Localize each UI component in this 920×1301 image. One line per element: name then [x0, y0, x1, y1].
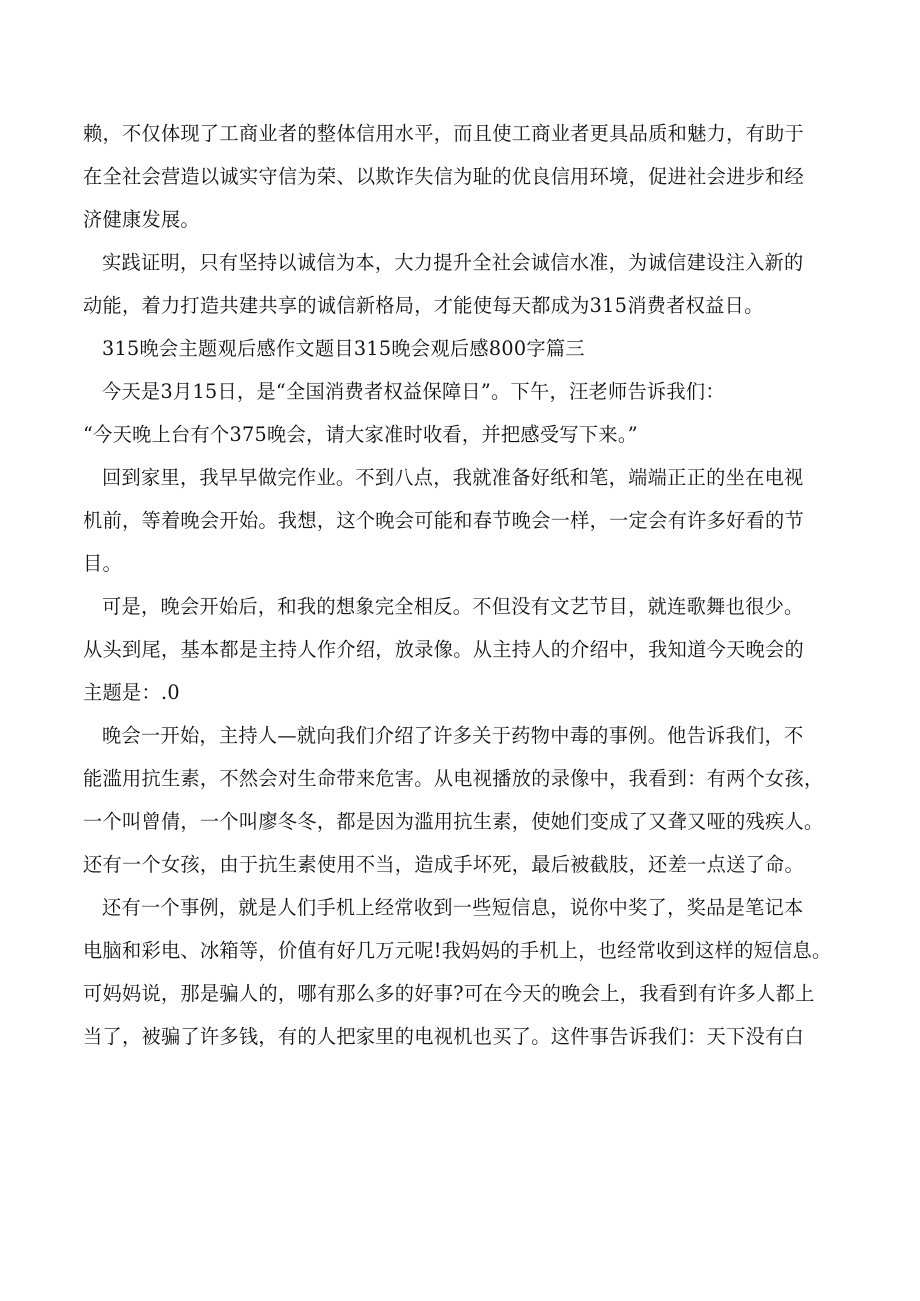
text-line: 可妈妈说，那是骗人的，哪有那么多的好事?可在今天的晚会上，我看到有许多人都上	[83, 982, 815, 1005]
text-line: 赖，不仅体现了工商业者的整体信用水平，而且使工商业者更具品质和魅力，有助于	[83, 122, 805, 145]
text-line: 目。	[83, 552, 122, 575]
text-line: 还有一个事例，就是人们手机上经常收到一些短信息，说你中奖了，奖品是笔记本	[102, 896, 804, 919]
text-line: 还有一个女孩，由于抗生素使用不当，造成手坏死，最后被截肢，还差一点送了命。	[83, 853, 805, 876]
text-line: 一个叫曾倩，一个叫廖冬冬，都是因为滥用抗生素，使她们变成了又聋又哑的残疾人。	[83, 810, 824, 833]
text-line: 晚会一开始，主持人—就向我们介绍了许多关于药物中毒的事例。他告诉我们，不	[102, 724, 804, 747]
text-line: 电脑和彩电、冰箱等，价值有好几万元呢!我妈妈的手机上，也经常收到这样的短信息。	[83, 939, 832, 962]
text-line: 今天是3月15日，是“全国消费者权益保障日”。下午，汪老师告诉我们：	[102, 380, 725, 403]
text-line: 济健康发展。	[83, 208, 200, 231]
text-line: 动能，着力打造共建共享的诚信新格局，才能使每天都成为315消费者权益日。	[83, 294, 764, 317]
text-line: 可是，晚会开始后，和我的想象完全相反。不但没有文艺节目，就连歌舞也很少。	[102, 595, 804, 618]
text-line: 从头到尾，基本都是主持人作介绍，放录像。从主持人的介绍中，我知道今天晚会的	[83, 638, 805, 661]
text-line: 能滥用抗生素，不然会对生命带来危害。从电视播放的录像中，我看到：有两个女孩，	[83, 767, 824, 790]
text-line: “今天晚上台有个375晚会，请大家准时收看，并把感受写下来。”	[83, 423, 638, 446]
section-heading: 315晚会主题观后感作文题目315晚会观后感800字篇三	[102, 337, 585, 360]
text-line: 机前，等着晚会开始。我想，这个晚会可能和春节晚会一样，一定会有许多好看的节	[83, 509, 805, 532]
text-line: 在全社会营造以诚实守信为荣、以欺诈失信为耻的优良信用环境，促进社会进步和经	[83, 165, 805, 188]
text-line: 当了，被骗了许多钱，有的人把家里的电视机也买了。这件事告诉我们：天下没有白	[83, 1025, 805, 1048]
text-line: 实践证明，只有坚持以诚信为本，大力提升全社会诚信水准，为诚信建设注入新的	[102, 251, 804, 274]
document-body	[83, 112, 843, 1058]
text-line: 回到家里，我早早做完作业。不到八点，我就准备好纸和笔，端端正正的坐在电视	[102, 466, 804, 489]
text-line: 主题是：.0	[83, 681, 180, 704]
